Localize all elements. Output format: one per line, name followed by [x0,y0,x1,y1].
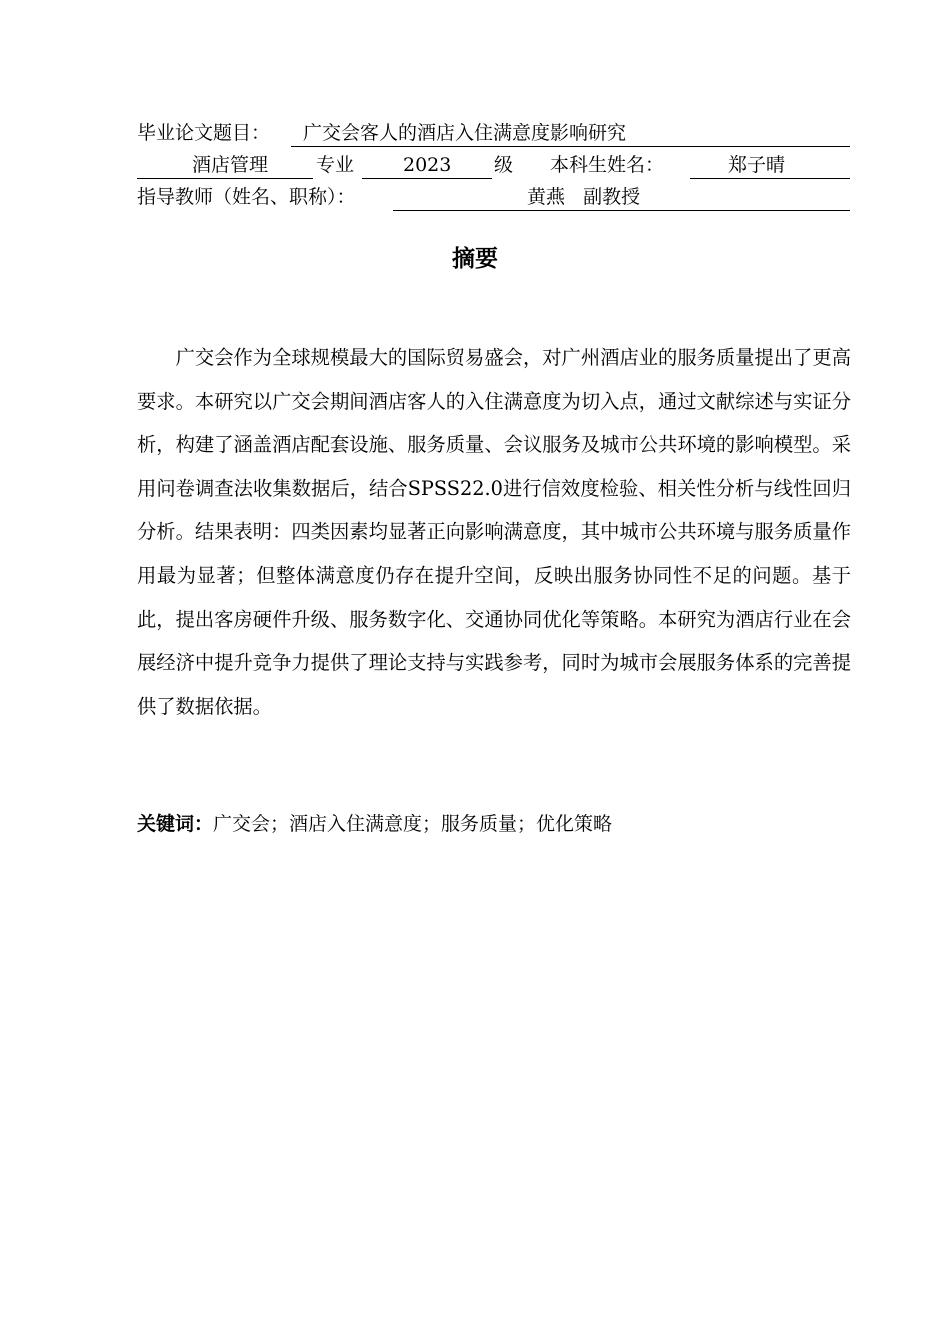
advisor-field [393,182,850,211]
thesis-title-label: 毕业论文题目： [137,122,271,144]
advisor-line [137,182,850,212]
advisor-label: 指导教师（姓名、职称）： [137,186,356,208]
student-name-label: 本科生姓名： [550,154,665,176]
major-label: 专业 [316,154,355,176]
keywords-value: 广交会；酒店入住满意度；服务质量；优化策略 [213,813,613,835]
keywords-label: 关键词： [137,813,214,835]
student-name-value: 郑子晴 [728,154,786,176]
abstract-title: 摘要 [452,246,498,272]
thesis-title-field [291,118,850,147]
major-value: 酒店管理 [192,154,269,176]
student-info-line [137,150,850,180]
student-name-field [690,150,850,179]
abstract-body: 广交会作为全球规模最大的国际贸易盛会，对广州酒店业的服务质量提出了更高要求。本研究以广交会期间酒店客人的入住满意度为切入点，通过文献综述与实证分析，构建了涵盖酒店配套设施、服务质量、会议服务及城市公共环境的影响模型。采用问卷调查法收集数据后，结合SPSS22.0进行信效度检验、相关性分析与线性回归分析。结果表明：四类因素均显著正向影响满意度，其中城市公共环境与服务质量作用最为显著；但整体满意度仍存在提升空间，反映出服务协同性不足的问题。基于此，提出客房硬件升级、服务数字化、交通协同优化等策略。本研究为酒店行业在会展经济中提升竞争力提供了理论支持与实践参考，同时为城市会展服务体系的完善提供了数据依据。 [137,346,851,718]
grade-label: 级 [494,154,514,176]
grade-value: 2023 [403,154,452,176]
grade-field [362,150,492,179]
thesis-title-line [137,118,850,148]
keywords-line [137,808,850,840]
major-field [137,150,313,179]
advisor-value: 黄燕 副教授 [527,186,641,208]
thesis-title-value: 广交会客人的酒店入住满意度影响研究 [303,122,627,144]
